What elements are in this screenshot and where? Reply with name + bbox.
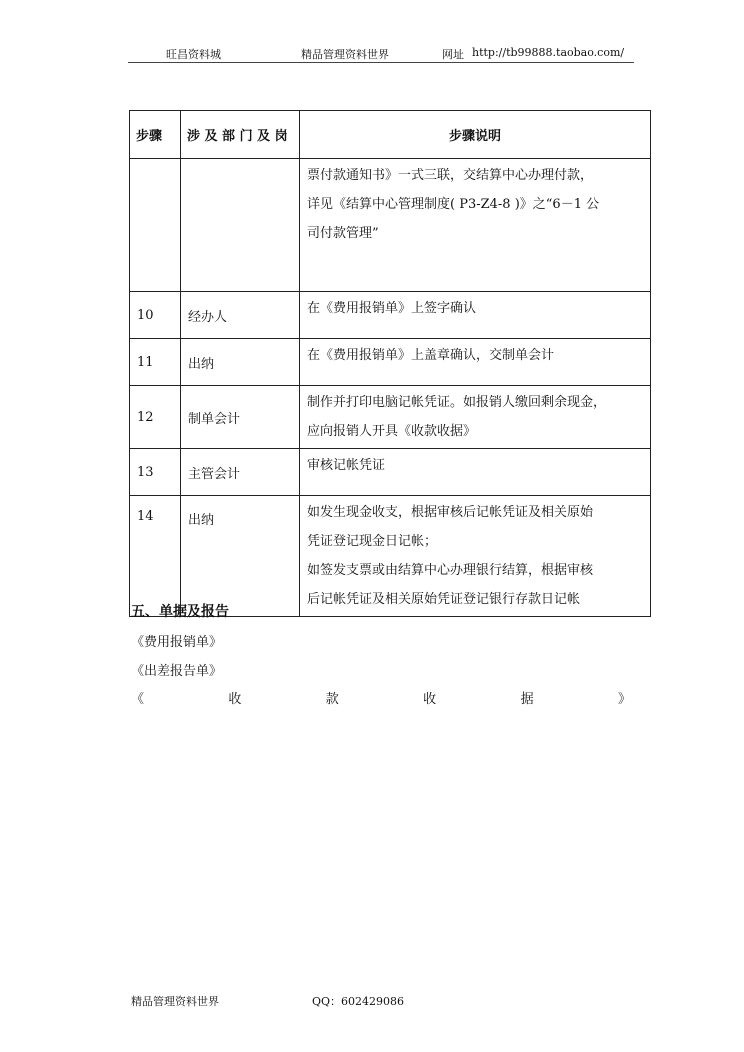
- table-row: [130, 449, 651, 496]
- header-world-name: 精品管理资料世界: [301, 48, 389, 61]
- receipt-char: 收: [228, 692, 242, 707]
- page-header: [128, 44, 634, 63]
- step-number: 13: [130, 449, 181, 496]
- column-header-description: 步骤说明: [300, 111, 651, 159]
- header-url-label: 网址: [442, 48, 464, 61]
- description-line: 如发生现金收支，根据审核后记帐凭证及相关原始: [307, 505, 594, 520]
- description-line: 票付款通知书》一式三联，交结算中心办理付款，: [307, 168, 594, 183]
- description-line: 司付款管理”: [307, 226, 379, 241]
- header-url: http://tb99888.taobao.com/: [472, 46, 625, 59]
- step-description: [300, 496, 651, 617]
- description-line: 凭证登记现金日记帐；: [307, 534, 438, 549]
- footer-qq: QQ：602429086: [312, 995, 405, 1008]
- step-description: [300, 339, 651, 386]
- receipt-char: 据: [520, 692, 534, 707]
- receipt-document-item: [131, 688, 631, 707]
- table-row: [130, 292, 651, 339]
- table-row: [130, 159, 651, 292]
- department: [181, 159, 300, 292]
- table-row: [130, 339, 651, 386]
- step-number: 11: [130, 339, 181, 386]
- description-line: 审核记帐凭证: [307, 458, 386, 473]
- process-steps-table: [129, 110, 651, 617]
- step-number: 10: [130, 292, 181, 339]
- description-line: 制作并打印电脑记帐凭证。如报销人缴回剩余现金，: [307, 395, 607, 410]
- description-line: 在《费用报销单》上签字确认: [307, 301, 477, 316]
- step-number: 12: [130, 386, 181, 449]
- step-description: [300, 159, 651, 292]
- department: 经办人: [181, 292, 300, 339]
- step-description: [300, 449, 651, 496]
- department: 出纳: [181, 339, 300, 386]
- department: 主管会计: [181, 449, 300, 496]
- description-line: 详见《结算中心管理制度( P3-Z4-8 )》之“6－1 公: [307, 197, 600, 212]
- description-line: 在《费用报销单》上盖章确认，交制单会计: [307, 348, 555, 363]
- step-number: [130, 159, 181, 292]
- receipt-char: 《: [131, 692, 145, 707]
- table-row: [130, 496, 651, 617]
- step-description: [300, 386, 651, 449]
- receipt-char: 》: [617, 692, 631, 707]
- column-header-department: 涉 及 部 门 及 岗: [181, 111, 300, 159]
- department: 制单会计: [181, 386, 300, 449]
- table-header-row: [130, 111, 651, 159]
- step-description: [300, 292, 651, 339]
- department: 出纳: [181, 496, 300, 617]
- step-number: 14: [130, 496, 181, 617]
- receipt-char: 收: [423, 692, 437, 707]
- receipt-char: 款: [325, 692, 339, 707]
- column-header-step: 步骤: [130, 111, 181, 159]
- document-item: 《出差报告单》: [131, 664, 223, 679]
- description-line: 如签发支票或由结算中心办理银行结算，根据审核: [307, 563, 594, 578]
- document-item: 《费用报销单》: [131, 635, 223, 650]
- header-shop-name: 旺昌资料城: [166, 48, 221, 61]
- description-line: 后记帐凭证及相关原始凭证登记银行存款日记帐: [307, 592, 581, 607]
- description-line: 应向报销人开具《收款收据》: [307, 424, 477, 439]
- table-row: [130, 386, 651, 449]
- section-title: 五、单据及报告: [131, 604, 229, 620]
- footer-left-text: 精品管理资料世界: [131, 995, 219, 1008]
